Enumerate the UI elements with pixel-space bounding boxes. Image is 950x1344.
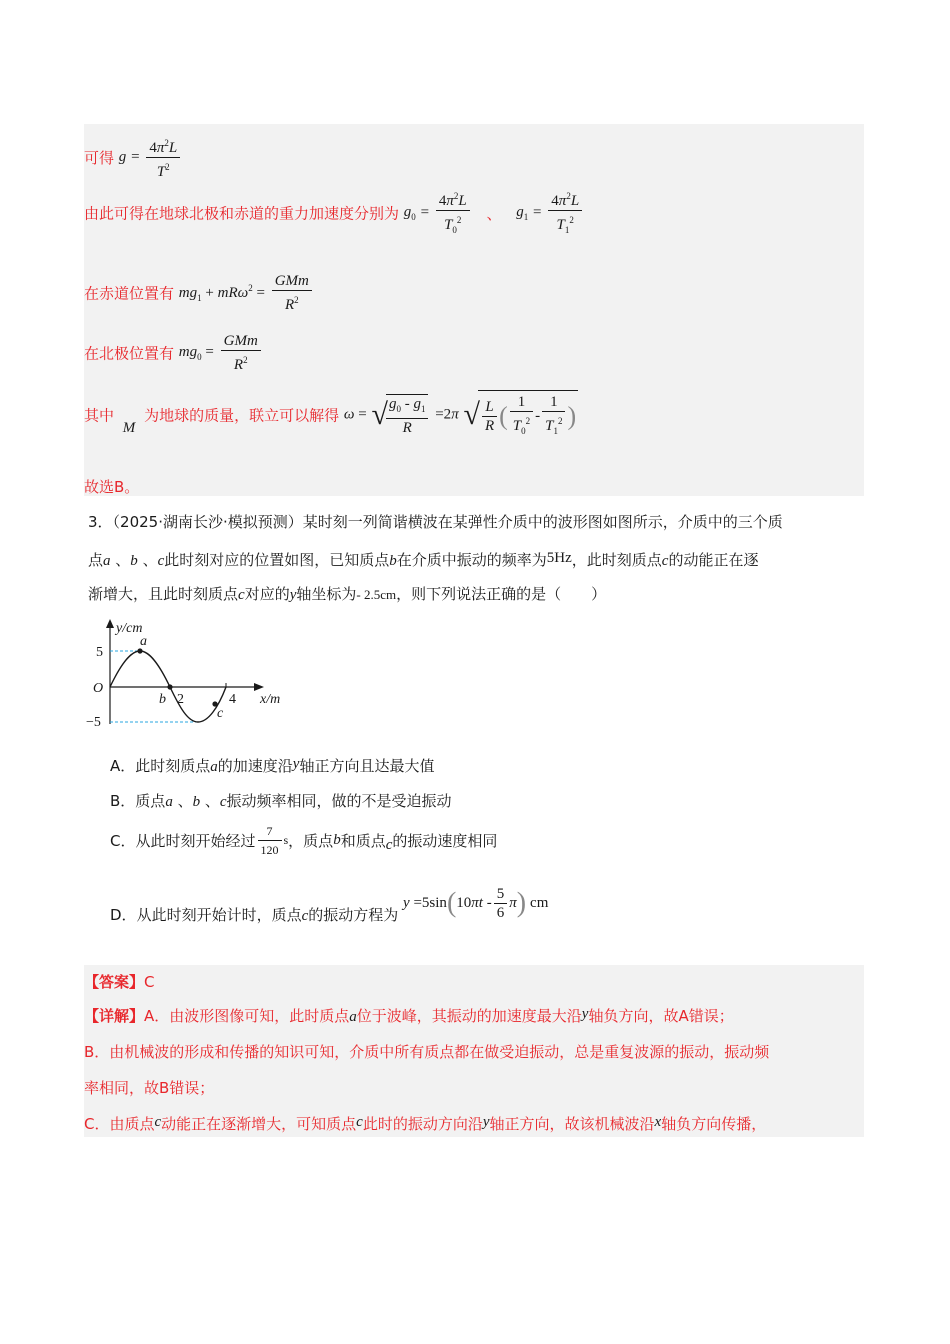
formula-option-d: y =5sin <box>403 895 447 911</box>
option-c: C．从此时刻开始经过 $\frac{7}{120}$ s，质点b和质点c的振动速度相同 <box>110 824 498 857</box>
y-tick-neg5: −5 <box>86 715 101 730</box>
detail-line-2: B．由机械波的形成和传播的知识可知，介质中所有质点都在做受迫振动，总是重复波源的振动，振动频 <box>84 1043 770 1061</box>
solution-line-pole: 在北极位置有 $mg_0$ = $\frac{\text{GMm}}{R^2}$ <box>84 332 263 374</box>
question-3 <box>88 511 868 533</box>
x-axis-arrow <box>254 683 264 691</box>
formula-g: g <box>118 149 127 165</box>
origin-label: O <box>93 681 104 696</box>
option-d: D．从此时刻开始计时，质点c的振动方程为 y =5sin(10πt - $\frac{5}{6}$ π) cm <box>110 886 549 924</box>
point-b-label: b <box>159 692 166 707</box>
y-axis-label: y/cm <box>116 621 143 636</box>
point-a-label: a <box>140 634 147 649</box>
detail-line-3: 率相同，故B错误； <box>84 1079 215 1097</box>
solution-line-equator: 在赤道位置有 $mg_1 + mR\omega^2$ = $\frac{\text{GMm}}{R^2}$ <box>84 272 314 314</box>
solution-line-g0-g1: 由此可得在地球北极和赤道的重力加速度分别为 $g_0$ = $\frac{4\pi^2L}{T_0^2}$ 、 $g_1$ = $\frac{4\pi^2L}{T_1^2}$ <box>84 187 584 239</box>
point-c-label: c <box>217 706 224 721</box>
wave-figure <box>84 616 304 736</box>
solution-conclusion: 故选B。 <box>84 478 140 496</box>
question-stem-line3: 渐增大，且此时刻质点c对应的y轴坐标为- 2.5cm，则下列说法正确的是（ ） <box>88 585 607 603</box>
solution-line-g: 可得 g = $\frac{4\pi^2L}{T^2}$ <box>84 134 182 181</box>
x-tick-2: 2 <box>177 692 184 707</box>
formula-g1: $g_1$ <box>516 204 529 222</box>
formula-pole: $mg_0$ = <box>178 344 214 362</box>
formula-equator: $mg_1 + mR\omega^2$ = <box>178 283 265 303</box>
y-tick-5: 5 <box>96 645 103 660</box>
detail-line-1: 【详解】A．由波形图像可知，此时质点a位于波峰，其振动的加速度最大沿y轴负方向，故A错误； <box>84 1006 734 1025</box>
option-a: A．此时刻质点a的加速度沿y轴正方向且达最大值 <box>110 756 435 775</box>
solution-panel <box>84 124 864 496</box>
formula-g0: $g_0$ <box>403 204 416 222</box>
answer-line: 【答案】C <box>84 973 155 991</box>
detail-line-4: C．由质点c动能正在逐渐增大，可知质点c此时的振动方向沿y轴正方向，故该机械波沿x轴负方向传播， <box>84 1114 767 1133</box>
point-b <box>167 684 172 689</box>
y-axis-arrow <box>106 619 114 628</box>
solution-line-omega: 其中 M 为地球的质量，联立可以解得 ω = √ $\frac{g_0 - g_1}{R}$ =2π √ $\frac{L}{R}$ ( $\frac{1}{T_0^2}$ - $\frac{1}{T_1^2}$ ) <box>84 390 578 440</box>
question-stem-line2: 点a 、b 、c此时刻对应的位置如图，已知质点b在介质中振动的频率为5Hz，此时刻质点c的动能正在逐 <box>88 550 759 569</box>
option-b: B．质点a 、b 、c振动频率相同，做的不是受迫振动 <box>110 792 452 810</box>
point-a <box>137 648 142 653</box>
question-stem-line1: 3．（2025·湖南长沙·模拟预测）某时刻一列简谐横波在某弹性介质中的波形图如图所示，介质中的三个质 <box>88 513 783 531</box>
formula-omega: ω = <box>343 406 367 423</box>
answer-panel <box>84 965 864 1137</box>
x-tick-4: 4 <box>229 692 236 707</box>
x-axis-label: x/m <box>260 692 281 707</box>
